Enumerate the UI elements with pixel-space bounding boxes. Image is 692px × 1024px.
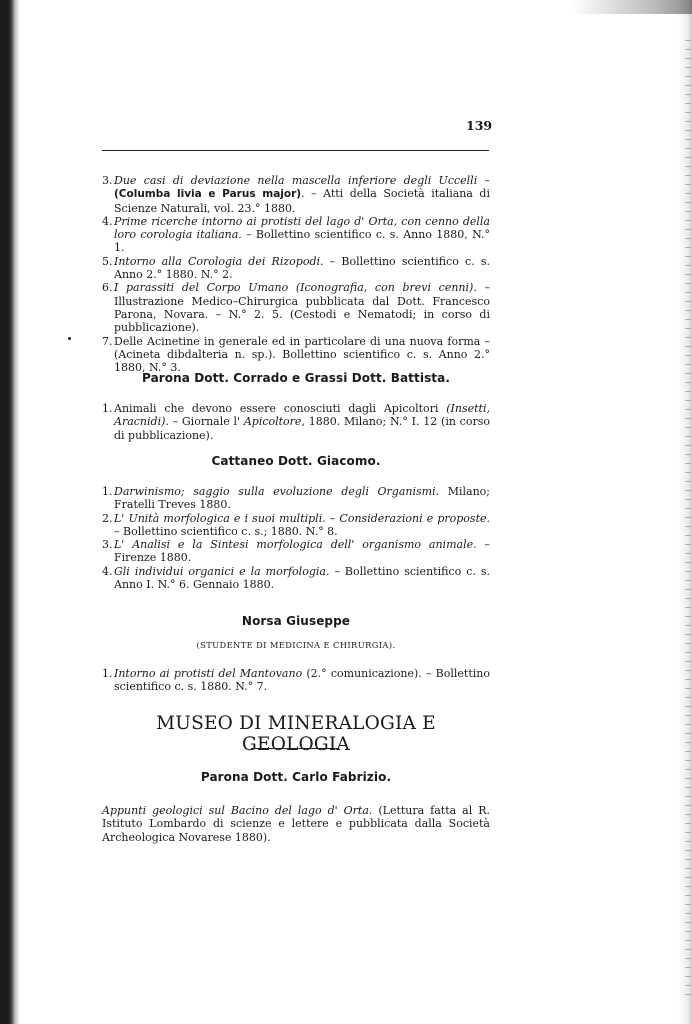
italic-title-text: L' Unità morfologica e i suoi multipli. – Considerazioni e proposte. bbox=[114, 511, 490, 525]
list-item bbox=[102, 565, 490, 592]
italic-title-text: L' Analisi e la Sintesi morfologica dell' organismo animale. bbox=[114, 538, 477, 552]
list-item bbox=[102, 538, 490, 565]
citation-text: – Bollettino scientifico c. s. Anno 2.° 1880. N.° 2. bbox=[114, 254, 490, 282]
item-number: 1. bbox=[102, 485, 113, 498]
italic-title-text: Prime ricerche intorno ai protisti del lago d' Orta, con cenno della loro corologia italiana. bbox=[114, 214, 490, 242]
author-heading-parona-carlo: Parona Dott. Carlo Fabrizio. bbox=[200, 770, 392, 784]
list-item bbox=[102, 255, 490, 282]
list-item bbox=[102, 512, 490, 539]
author-heading-norsa: Norsa Giuseppe bbox=[241, 614, 351, 628]
item-number: 4. bbox=[102, 564, 113, 578]
item-number: 1. bbox=[102, 667, 113, 680]
citation-text: Animali che devono essere conosciuti dagli Apicoltori bbox=[114, 402, 447, 415]
author-heading-cattaneo: Cattaneo Dott. Giacomo. bbox=[211, 454, 381, 468]
item-number: 3. bbox=[102, 538, 113, 552]
section-rule bbox=[251, 748, 339, 749]
publication-list-cattaneo bbox=[102, 485, 490, 591]
italic-title-text: Intorno alla Corologia dei Rizopodi. bbox=[114, 254, 324, 268]
margin-mark bbox=[68, 337, 71, 340]
item-number: 3. bbox=[102, 174, 113, 187]
italic-title-text: Apicoltore bbox=[243, 415, 302, 429]
citation-text: . – Illustrazione Medico–Chirurgica pubblicata dal Dott. Francesco Parona, Novara. – N.° 2. 5. (Cestodi e Nematodi; in corso di pubblicazione). bbox=[114, 281, 490, 335]
citation-text: , 1880. Milano; N.° I. 12 (in corso di pubblicazione). bbox=[114, 415, 490, 442]
publication-list-parona bbox=[102, 174, 490, 374]
citation-text: – Firenze 1880. bbox=[114, 538, 490, 565]
item-number: 7. bbox=[102, 334, 113, 348]
citation-text: Milano; Fratelli Treves 1880. bbox=[114, 485, 490, 512]
italic-title-text: Due casi di deviazione nella mascella inferiore degli Uccelli bbox=[114, 174, 478, 187]
citation-text: . – Giornale l' bbox=[165, 415, 244, 429]
item-number: 1. bbox=[102, 402, 113, 415]
publication-list-parona-grassi bbox=[102, 402, 490, 442]
italic-title-text: Gli individui organici e la morfologia. bbox=[114, 564, 330, 578]
citation-text: – Bollettino scientifico c. s. Anno 1880, N.° 1. bbox=[114, 228, 490, 255]
item-number: 4. bbox=[102, 214, 113, 228]
citation-text: – bbox=[477, 174, 491, 187]
italic-title-text: Intorno ai protisti del Mantovano bbox=[114, 667, 303, 680]
italic-title-text: (Insetti, Aracnidi) bbox=[114, 402, 490, 429]
scan-right-speckle bbox=[685, 40, 691, 1000]
section-title: MUSEO DI MINERALOGIA E GEOLOGIA bbox=[156, 713, 436, 755]
italic-title-text: Appunti geologici sul Bacino del lago d' Orta bbox=[102, 804, 369, 817]
item-number: 6. bbox=[102, 281, 113, 295]
scan-top-corner bbox=[572, 0, 692, 14]
list-item bbox=[102, 281, 490, 334]
bold-species-text: (Columba livia e Parus major) bbox=[114, 188, 302, 201]
citation-text: . (Lettura fatta al R. Istituto Lombardo di scienze e lettere e pubblicata dalla Società Archeologica Novarese 1880). bbox=[102, 804, 490, 844]
page-number: 139 bbox=[466, 118, 493, 133]
header-rule bbox=[102, 150, 489, 151]
author-heading-parona-grassi: Parona Dott. Corrado e Grassi Dott. Battista. bbox=[142, 371, 450, 385]
citation-text: (2.° comunicazione). – Bollettino scientifico c. s. 1880. N.° 7. bbox=[114, 667, 490, 694]
list-item bbox=[102, 667, 490, 694]
list-item bbox=[102, 485, 490, 512]
citation-text: – Bollettino scientifico c. s. Anno I. N.° 6. Gennaio 1880. bbox=[114, 564, 490, 592]
publication-entry-parona-carlo bbox=[102, 804, 490, 844]
citation-text: . – Atti della Società italiana di Scienze Naturali, vol. 23.° 1880. bbox=[114, 187, 490, 215]
author-note-norsa: (STUDENTE DI MEDICINA E CHIRURGIA). bbox=[196, 640, 396, 650]
scan-binding-edge bbox=[0, 0, 20, 1024]
citation-text: Delle Acinetine in generale ed in particolare di una nuova forma – (Acineta dibdalteria n. sp.). Bollettino scientifico c. s. Anno 2.° 1880, N.° 3. bbox=[114, 334, 490, 375]
publication-list-norsa bbox=[102, 667, 490, 694]
citation-text: – Bollettino scientifico c. s.; 1880. N.° 8. bbox=[114, 524, 338, 538]
list-item bbox=[102, 402, 490, 442]
list-item bbox=[102, 335, 490, 375]
italic-title-text: I parassiti del Corpo Umano (Iconografia, con brevi cenni) bbox=[114, 281, 474, 295]
italic-title-text: Darwinismo; saggio sulla evoluzione degli Organismi. bbox=[114, 485, 440, 498]
item-number: 5. bbox=[102, 254, 113, 268]
list-item bbox=[102, 174, 490, 215]
list-item bbox=[102, 215, 490, 255]
item-number: 2. bbox=[102, 511, 113, 525]
